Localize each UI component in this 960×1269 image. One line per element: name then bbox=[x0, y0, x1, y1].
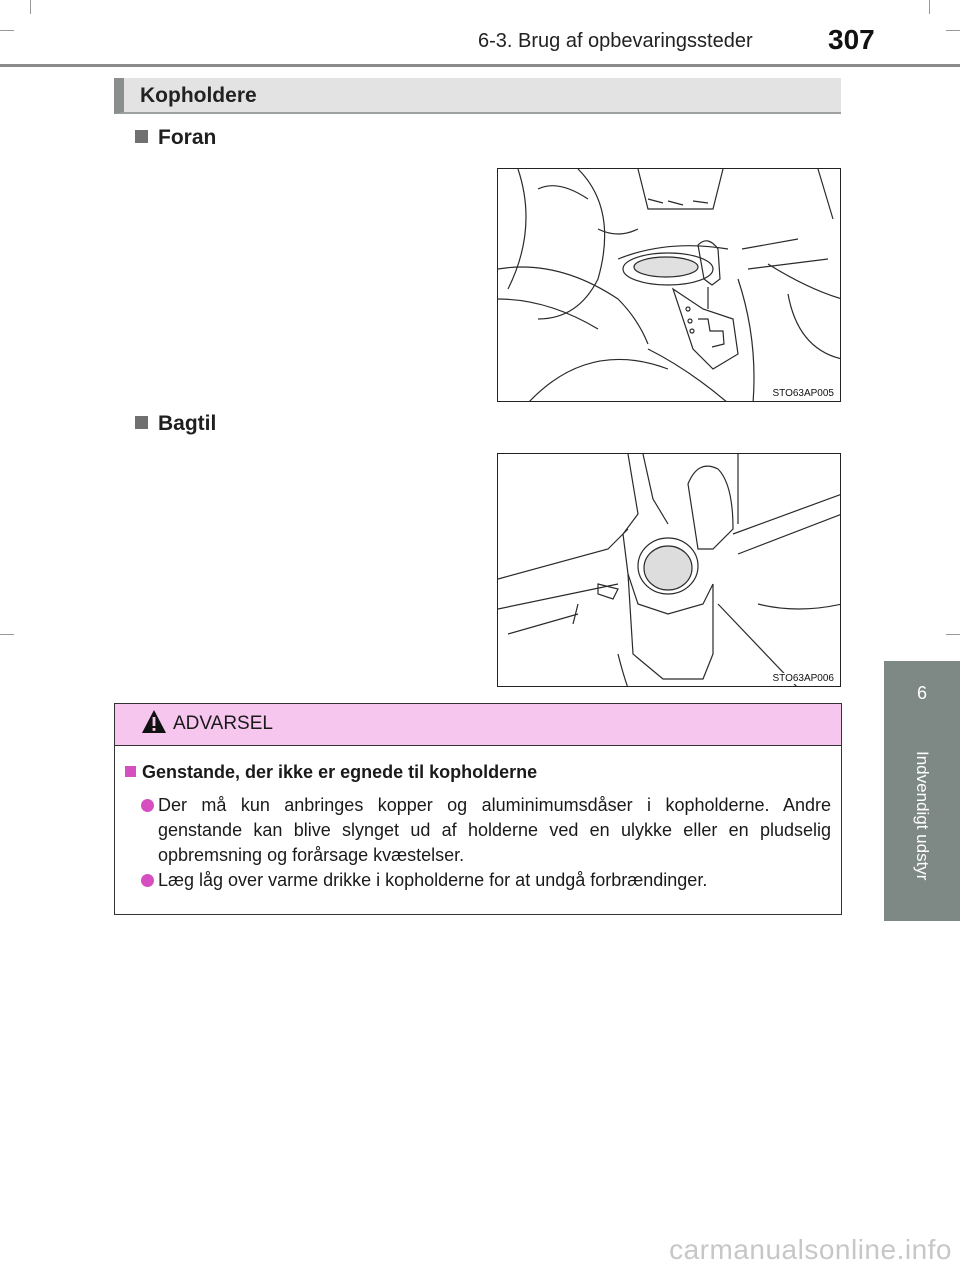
section-title: Kopholdere bbox=[140, 84, 257, 107]
warning-header bbox=[115, 704, 841, 746]
rear-cup-holder-illustration bbox=[498, 454, 841, 687]
subsection-label: Bagtil bbox=[158, 412, 217, 435]
crop-mark bbox=[0, 634, 14, 635]
front-cup-holder-illustration bbox=[498, 169, 841, 402]
chapter-tab bbox=[884, 661, 960, 921]
page-number: 307 bbox=[828, 24, 875, 55]
header-rule bbox=[0, 64, 960, 67]
subsection-heading-rear bbox=[135, 412, 216, 436]
crop-mark bbox=[946, 30, 960, 31]
chapter-number: 6 bbox=[916, 683, 927, 703]
warning-triangle-icon bbox=[141, 709, 167, 735]
crop-mark bbox=[946, 634, 960, 635]
crop-mark bbox=[30, 0, 31, 14]
warning-bullet-text: Læg låg over varme drikke i kopholderne for at undgå forbrændinger. bbox=[158, 870, 708, 890]
square-bullet-icon bbox=[135, 416, 148, 429]
warning-bullet bbox=[141, 793, 831, 869]
figure-code: STO63AP005 bbox=[772, 388, 834, 399]
chapter-label: Indvendigt udstyr bbox=[913, 751, 932, 881]
bullet-dot-icon bbox=[141, 874, 154, 887]
square-bullet-icon bbox=[135, 130, 148, 143]
crop-mark bbox=[0, 30, 14, 31]
section-title-bar bbox=[114, 78, 841, 114]
watermark-logo: carmanualsonline.info bbox=[669, 1234, 952, 1265]
warning-box bbox=[114, 703, 842, 915]
warning-heading-text: Genstande, der ikke er egnede til kopholderne bbox=[142, 762, 538, 782]
subsection-label: Foran bbox=[158, 126, 217, 149]
warning-bullet bbox=[141, 868, 831, 894]
square-bullet-icon bbox=[125, 766, 136, 777]
warning-title: ADVARSEL bbox=[173, 713, 273, 734]
crop-mark bbox=[929, 0, 930, 14]
bullet-dot-icon bbox=[141, 799, 154, 812]
warning-heading bbox=[125, 762, 537, 783]
figure-rear-cup-holder bbox=[497, 453, 841, 687]
header-section-title: 6-3. Brug af opbevaringssteder bbox=[478, 30, 753, 52]
subsection-heading-front bbox=[135, 126, 216, 150]
figure-front-cup-holder bbox=[497, 168, 841, 402]
warning-bullet-text: Der må kun anbringes kopper og aluminimumsdåser i kopholderne. Andre genstande kan blive slynget ud af holderne ved en ulykke eller en pludselig opbremsning og forårsage kvæstelser. bbox=[158, 795, 831, 865]
figure-code: STO63AP006 bbox=[772, 673, 834, 684]
